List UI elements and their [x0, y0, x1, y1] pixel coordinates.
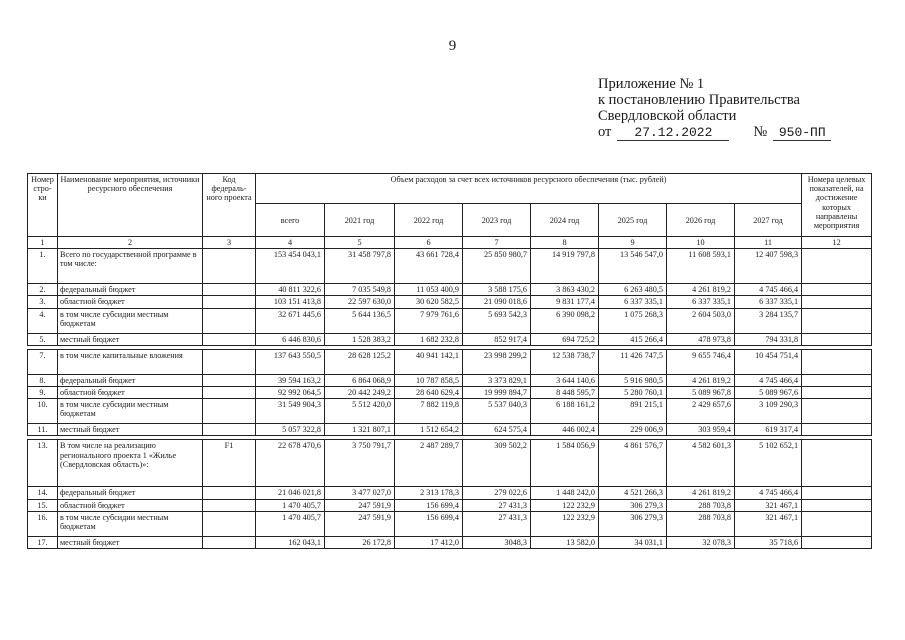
column-number: 5 — [325, 237, 395, 249]
value-cell: 5 644 136,5 — [325, 308, 395, 333]
table-row — [28, 374, 872, 386]
value-cell: 5 089 967,8 — [667, 387, 735, 399]
header-2025: 2025 год — [599, 204, 667, 237]
row-number-cell: 3. — [28, 296, 58, 308]
header-row-number: Номер стро-ки — [28, 174, 58, 237]
header-total: всего — [256, 204, 325, 237]
appendix-block — [598, 76, 831, 141]
appendix-line-3: Свердловской области — [598, 108, 737, 124]
row-number-cell: 15. — [28, 499, 58, 511]
value-cell: 624 575,4 — [463, 424, 531, 436]
value-cell: 6 337 335,1 — [667, 296, 735, 308]
value-cell: 14 919 797,8 — [531, 249, 599, 284]
resolution-date: 27.12.2022 — [617, 126, 729, 141]
value-cell: 40 941 142,1 — [395, 349, 463, 374]
row-code-cell — [203, 424, 256, 436]
value-cell: 4 521 266,3 — [599, 487, 667, 499]
row-targets-cell — [802, 284, 872, 296]
value-cell: 5 089 967,6 — [735, 387, 802, 399]
table-row — [28, 333, 872, 345]
value-cell: 11 426 747,5 — [599, 349, 667, 374]
value-cell: 3 477 027,0 — [325, 487, 395, 499]
value-cell: 11 053 400,9 — [395, 284, 463, 296]
row-code-cell — [203, 333, 256, 345]
value-cell: 229 006,9 — [599, 424, 667, 436]
value-cell: 12 407 598,3 — [735, 249, 802, 284]
row-name-cell: Всего по государственной программе в том числе: — [58, 249, 203, 284]
resolution-number: 950-ПП — [773, 126, 831, 141]
table-row — [28, 511, 872, 536]
value-cell: 6 263 480,5 — [599, 284, 667, 296]
header-2021: 2021 год — [325, 204, 395, 237]
value-cell: 3 750 791,7 — [325, 440, 395, 487]
value-cell: 21 090 018,6 — [463, 296, 531, 308]
row-number-cell: 13. — [28, 440, 58, 487]
value-cell: 321 467,1 — [735, 499, 802, 511]
row-name-cell: федеральный бюджет — [58, 487, 203, 499]
value-cell: 20 442 249,2 — [325, 387, 395, 399]
row-name-cell: федеральный бюджет — [58, 374, 203, 386]
table-row — [28, 296, 872, 308]
row-number-cell: 8. — [28, 374, 58, 386]
row-name-cell: в том числе капитальные вложения — [58, 349, 203, 374]
table-body — [28, 237, 872, 549]
value-cell: 1 512 654,2 — [395, 424, 463, 436]
value-cell: 279 022,6 — [463, 487, 531, 499]
row-number-cell: 7. — [28, 349, 58, 374]
value-cell: 309 502,2 — [463, 440, 531, 487]
value-cell: 32 671 445,6 — [256, 308, 325, 333]
header-2026: 2026 год — [667, 204, 735, 237]
value-cell: 446 002,4 — [531, 424, 599, 436]
number-sign: № — [753, 124, 768, 140]
budget-table — [27, 173, 872, 549]
row-code-cell — [203, 536, 256, 548]
value-cell: 6 446 830,6 — [256, 333, 325, 345]
value-cell: 288 703,8 — [667, 499, 735, 511]
value-cell: 1 321 807,1 — [325, 424, 395, 436]
value-cell: 19 999 894,7 — [463, 387, 531, 399]
row-number-cell: 14. — [28, 487, 58, 499]
value-cell: 794 331,8 — [735, 333, 802, 345]
value-cell: 22 597 630,0 — [325, 296, 395, 308]
column-number-row — [28, 237, 872, 249]
column-number: 3 — [203, 237, 256, 249]
column-number: 4 — [256, 237, 325, 249]
header-expenses: Объем расходов за счет всех источников ресурсного обеспечения (тыс. рублей) — [256, 174, 802, 204]
row-number-cell: 16. — [28, 511, 58, 536]
value-cell: 2 429 657,6 — [667, 399, 735, 424]
value-cell: 619 317,4 — [735, 424, 802, 436]
row-code-cell — [203, 349, 256, 374]
row-targets-cell — [802, 511, 872, 536]
value-cell: 27 431,3 — [463, 511, 531, 536]
header-2024: 2024 год — [531, 204, 599, 237]
value-cell: 13 582,0 — [531, 536, 599, 548]
table-row — [28, 536, 872, 548]
value-cell: 6 337 335,1 — [599, 296, 667, 308]
row-name-cell: местный бюджет — [58, 424, 203, 436]
table-row — [28, 424, 872, 436]
value-cell: 7 979 761,6 — [395, 308, 463, 333]
value-cell: 415 266,4 — [599, 333, 667, 345]
value-cell: 4 582 601,3 — [667, 440, 735, 487]
appendix-date-line — [598, 124, 831, 141]
row-code-cell — [203, 296, 256, 308]
row-targets-cell — [802, 349, 872, 374]
value-cell: 12 538 738,7 — [531, 349, 599, 374]
value-cell: 28 628 125,2 — [325, 349, 395, 374]
value-cell: 5 057 322,8 — [256, 424, 325, 436]
value-cell: 5 693 542,3 — [463, 308, 531, 333]
value-cell: 7 035 549,8 — [325, 284, 395, 296]
row-targets-cell — [802, 440, 872, 487]
value-cell: 156 699,4 — [395, 499, 463, 511]
row-targets-cell — [802, 308, 872, 333]
column-number: 9 — [599, 237, 667, 249]
row-code-cell — [203, 511, 256, 536]
value-cell: 891 215,1 — [599, 399, 667, 424]
value-cell: 137 643 550,5 — [256, 349, 325, 374]
row-number-cell: 1. — [28, 249, 58, 284]
row-name-cell: местный бюджет — [58, 536, 203, 548]
value-cell: 1 470 405,7 — [256, 499, 325, 511]
value-cell: 156 699,4 — [395, 511, 463, 536]
value-cell: 1 584 056,9 — [531, 440, 599, 487]
row-targets-cell — [802, 249, 872, 284]
page-number: 9 — [448, 38, 457, 54]
row-code-cell — [203, 249, 256, 284]
value-cell: 5 102 652,1 — [735, 440, 802, 487]
column-number: 7 — [463, 237, 531, 249]
value-cell: 4 745 466,4 — [735, 487, 802, 499]
header-name: Наименование мероприятия, источники ресурсного обеспечения — [58, 174, 203, 237]
value-cell: 35 718,6 — [735, 536, 802, 548]
row-number-cell: 2. — [28, 284, 58, 296]
value-cell: 21 046 021,8 — [256, 487, 325, 499]
row-targets-cell — [802, 387, 872, 399]
value-cell: 40 811 322,6 — [256, 284, 325, 296]
row-code-cell — [203, 499, 256, 511]
table-row — [28, 387, 872, 399]
value-cell: 27 431,3 — [463, 499, 531, 511]
date-prefix: от — [598, 124, 612, 140]
table-row — [28, 249, 872, 284]
column-number: 10 — [667, 237, 735, 249]
value-cell: 1 075 268,3 — [599, 308, 667, 333]
value-cell: 247 591,9 — [325, 499, 395, 511]
row-number-cell: 17. — [28, 536, 58, 548]
value-cell: 122 232,9 — [531, 511, 599, 536]
column-number: 8 — [531, 237, 599, 249]
value-cell: 306 279,3 — [599, 499, 667, 511]
row-name-cell: В том числе на реализацию регионального проекта 1 «Жилье (Свердловская область)»: — [58, 440, 203, 487]
row-number-cell: 9. — [28, 387, 58, 399]
row-code-cell — [203, 387, 256, 399]
row-name-cell: областной бюджет — [58, 296, 203, 308]
value-cell: 3 284 135,7 — [735, 308, 802, 333]
value-cell: 10 787 858,5 — [395, 374, 463, 386]
value-cell: 30 620 582,5 — [395, 296, 463, 308]
value-cell: 2 604 503,0 — [667, 308, 735, 333]
value-cell: 23 998 299,2 — [463, 349, 531, 374]
table-header-row — [28, 174, 872, 204]
value-cell: 28 640 629,4 — [395, 387, 463, 399]
value-cell: 3 109 290,3 — [735, 399, 802, 424]
row-number-cell: 5. — [28, 333, 58, 345]
header-2027: 2027 год — [735, 204, 802, 237]
row-code-cell — [203, 374, 256, 386]
value-cell: 4 261 819,2 — [667, 487, 735, 499]
value-cell: 5 280 760,1 — [599, 387, 667, 399]
column-number: 6 — [395, 237, 463, 249]
value-cell: 1 528 383,2 — [325, 333, 395, 345]
value-cell: 1 448 242,0 — [531, 487, 599, 499]
value-cell: 247 591,9 — [325, 511, 395, 536]
row-targets-cell — [802, 333, 872, 345]
value-cell: 32 078,3 — [667, 536, 735, 548]
value-cell: 478 973,8 — [667, 333, 735, 345]
value-cell: 31 549 904,3 — [256, 399, 325, 424]
value-cell: 9 655 746,4 — [667, 349, 735, 374]
value-cell: 26 172,8 — [325, 536, 395, 548]
row-name-cell: областной бюджет — [58, 387, 203, 399]
value-cell: 9 831 177,4 — [531, 296, 599, 308]
row-number-cell: 4. — [28, 308, 58, 333]
table-row — [28, 399, 872, 424]
row-targets-cell — [802, 424, 872, 436]
row-code-cell — [203, 487, 256, 499]
value-cell: 306 279,3 — [599, 511, 667, 536]
row-name-cell: в том числе субсидии местным бюджетам — [58, 308, 203, 333]
row-targets-cell — [802, 399, 872, 424]
value-cell: 22 678 470,6 — [256, 440, 325, 487]
header-code: Код федераль-ного проекта — [203, 174, 256, 237]
row-code-cell — [203, 399, 256, 424]
row-name-cell: федеральный бюджет — [58, 284, 203, 296]
value-cell: 4 261 819,2 — [667, 284, 735, 296]
value-cell: 7 882 119,8 — [395, 399, 463, 424]
value-cell: 1 470 405,7 — [256, 511, 325, 536]
value-cell: 5 537 040,3 — [463, 399, 531, 424]
value-cell: 25 850 980,7 — [463, 249, 531, 284]
appendix-title: Приложение № 1 — [598, 76, 705, 92]
table-row — [28, 349, 872, 374]
value-cell: 10 454 751,4 — [735, 349, 802, 374]
column-number: 12 — [802, 237, 872, 249]
value-cell: 4 745 466,4 — [735, 374, 802, 386]
value-cell: 852 917,4 — [463, 333, 531, 345]
value-cell: 3 588 175,6 — [463, 284, 531, 296]
column-number: 1 — [28, 237, 58, 249]
table-row — [28, 499, 872, 511]
row-code-cell — [203, 284, 256, 296]
header-targets: Номера целевых показателей, на достижение которых направлены мероприятия — [802, 174, 872, 237]
table-row — [28, 308, 872, 333]
value-cell: 3 373 829,1 — [463, 374, 531, 386]
value-cell: 39 594 163,2 — [256, 374, 325, 386]
row-name-cell: областной бюджет — [58, 499, 203, 511]
value-cell: 8 448 595,7 — [531, 387, 599, 399]
value-cell: 11 608 593,1 — [667, 249, 735, 284]
value-cell: 103 151 413,8 — [256, 296, 325, 308]
value-cell: 34 031,1 — [599, 536, 667, 548]
value-cell: 13 546 547,0 — [599, 249, 667, 284]
value-cell: 303 959,4 — [667, 424, 735, 436]
row-code-cell: F1 — [203, 440, 256, 487]
value-cell: 6 390 098,2 — [531, 308, 599, 333]
value-cell: 4 745 466,4 — [735, 284, 802, 296]
value-cell: 6 864 068,9 — [325, 374, 395, 386]
table-row — [28, 487, 872, 499]
value-cell: 6 337 335,1 — [735, 296, 802, 308]
value-cell: 3 644 140,6 — [531, 374, 599, 386]
row-targets-cell — [802, 499, 872, 511]
value-cell: 153 454 043,1 — [256, 249, 325, 284]
value-cell: 17 412,0 — [395, 536, 463, 548]
row-name-cell: в том числе субсидии местным бюджетам — [58, 399, 203, 424]
value-cell: 92 992 064,5 — [256, 387, 325, 399]
value-cell: 2 487 289,7 — [395, 440, 463, 487]
row-targets-cell — [802, 374, 872, 386]
table-row — [28, 440, 872, 487]
value-cell: 3 863 430,2 — [531, 284, 599, 296]
row-name-cell: местный бюджет — [58, 333, 203, 345]
value-cell: 162 043,1 — [256, 536, 325, 548]
value-cell: 4 261 819,2 — [667, 374, 735, 386]
appendix-line-2: к постановлению Правительства — [598, 92, 800, 108]
value-cell: 5 512 420,0 — [325, 399, 395, 424]
value-cell: 5 916 980,5 — [599, 374, 667, 386]
value-cell: 31 458 797,8 — [325, 249, 395, 284]
row-targets-cell — [802, 536, 872, 548]
row-targets-cell — [802, 487, 872, 499]
value-cell: 4 861 576,7 — [599, 440, 667, 487]
row-number-cell: 10. — [28, 399, 58, 424]
value-cell: 1 682 232,8 — [395, 333, 463, 345]
value-cell: 43 661 728,4 — [395, 249, 463, 284]
header-2022: 2022 год — [395, 204, 463, 237]
column-number: 11 — [735, 237, 802, 249]
value-cell: 2 313 178,3 — [395, 487, 463, 499]
header-2023: 2023 год — [463, 204, 531, 237]
row-number-cell: 11. — [28, 424, 58, 436]
row-code-cell — [203, 308, 256, 333]
value-cell: 6 188 161,2 — [531, 399, 599, 424]
value-cell: 122 232,9 — [531, 499, 599, 511]
table-row — [28, 284, 872, 296]
row-targets-cell — [802, 296, 872, 308]
value-cell: 3048,3 — [463, 536, 531, 548]
row-name-cell: в том числе субсидии местным бюджетам — [58, 511, 203, 536]
value-cell: 694 725,2 — [531, 333, 599, 345]
column-number: 2 — [58, 237, 203, 249]
value-cell: 321 467,1 — [735, 511, 802, 536]
value-cell: 288 703,8 — [667, 511, 735, 536]
